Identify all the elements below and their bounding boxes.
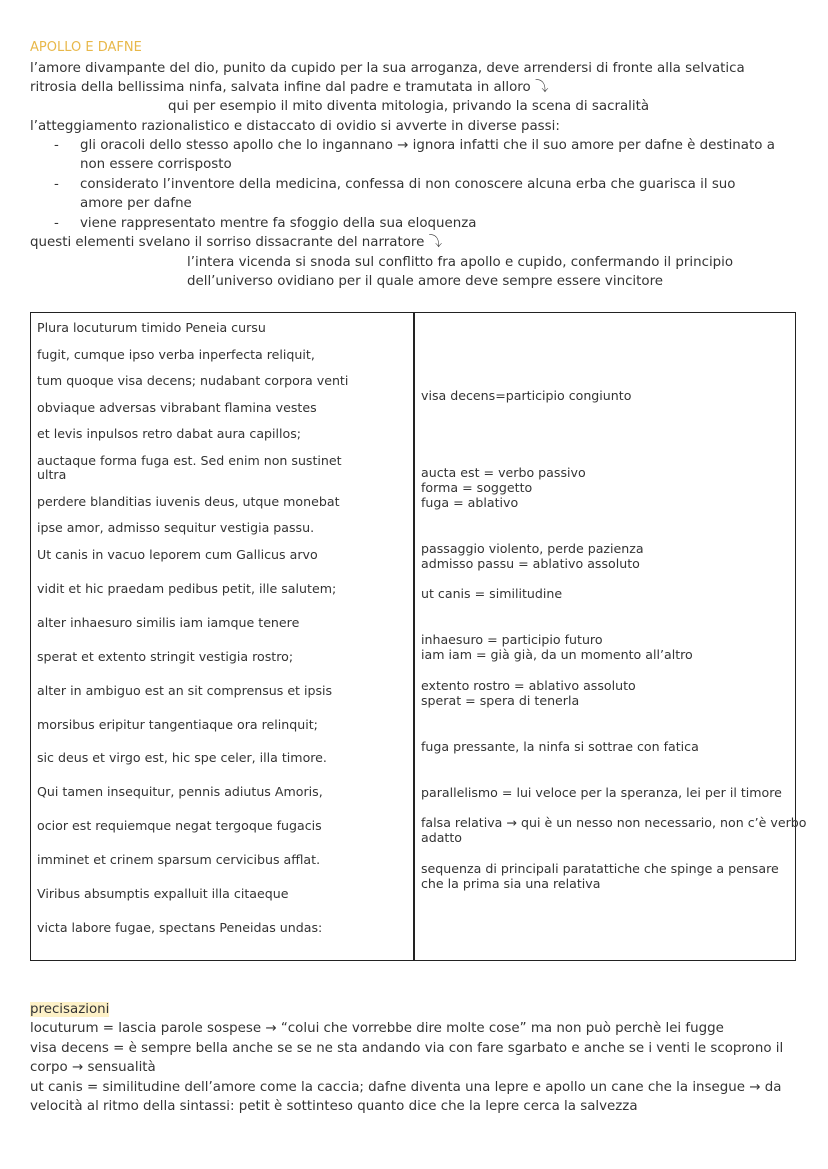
latin-line: fugit, cumque ipso verba inperfecta reliquit, xyxy=(37,347,315,362)
precisazioni-line-5: velocità al ritmo della sintassi: petit è sottinteso quanto dice che la lepre cerca la salvezza xyxy=(30,1099,638,1114)
annotation-line: forma = soggetto xyxy=(421,480,533,495)
document-title: APOLLO E DAFNE xyxy=(30,40,142,55)
latin-line: ultra xyxy=(37,467,67,482)
latin-line: alter inhaesuro similis iam iamque tenere xyxy=(37,615,300,630)
annotation-line: ut canis = similitudine xyxy=(421,586,563,601)
bullet-marker: - xyxy=(54,177,59,192)
intro-line-5: questi elementi svelano il sorriso dissacrante del narratore ⤵ xyxy=(30,235,443,250)
annotation-line: visa decens=participio congiunto xyxy=(421,388,632,403)
latin-line: et levis inpulsos retro dabat aura capillos; xyxy=(37,426,302,441)
annotation-line: iam iam = già già, da un momento all’altro xyxy=(421,647,693,662)
precisazioni-line-2: visa decens = è sempre bella anche se se ne sta andando via con fare sgarbato e anche se i venti le scoprono il xyxy=(30,1041,784,1056)
intro-line-2: ritrosia della bellissima ninfa, salvata infine dal padre e tramutata in alloro ⤵ xyxy=(30,80,549,95)
annotation-line: che la prima sia una relativa xyxy=(421,876,601,891)
bullet-1-line-2: non essere corrisposto xyxy=(80,157,232,172)
intro-line-3: qui per esempio il mito diventa mitologia, privando la scena di sacralità xyxy=(168,99,650,114)
annotation-line: admisso passu = ablativo assoluto xyxy=(421,556,640,571)
intro-line-4: l’atteggiamento razionalistico e distaccato di ovidio si avverte in diverse passi: xyxy=(30,119,560,134)
precisazioni-line-3: corpo → sensualità xyxy=(30,1060,156,1075)
precisazioni-line-4: ut canis = similitudine dell’amore come la caccia; dafne diventa una lepre e apollo un cane che la insegue → da xyxy=(30,1080,782,1095)
latin-line: Qui tamen insequitur, pennis adiutus Amoris, xyxy=(37,784,323,799)
bullet-marker: - xyxy=(54,138,59,153)
bullet-marker: - xyxy=(54,216,59,231)
annotation-line: inhaesuro = participio futuro xyxy=(421,632,603,647)
bullet-3: viene rappresentato mentre fa sfoggio della sua eloquenza xyxy=(80,216,477,231)
annotation-line: aucta est = verbo passivo xyxy=(421,465,586,480)
bullet-1-line-1: gli oracoli dello stesso apollo che lo ingannano → ignora infatti che il suo amore per dafne è destinato a xyxy=(80,138,775,153)
annotation-line: parallelismo = lui veloce per la speranza, lei per il timore xyxy=(421,785,782,800)
latin-line: obviaque adversas vibrabant flamina vestes xyxy=(37,400,317,415)
precisazioni-heading xyxy=(30,1000,109,1020)
latin-line: Ut canis in vacuo leporem cum Gallicus arvo xyxy=(37,547,318,562)
latin-line: ocior est requiemque negat tergoque fugacis xyxy=(37,818,322,833)
annotation-line: falsa relativa → qui è un nesso non necessario, non c’è verbo xyxy=(421,815,807,830)
latin-line: sic deus et virgo est, hic spe celer, illa timore. xyxy=(37,750,327,765)
latin-line: Plura locuturum timido Peneia cursu xyxy=(37,320,266,335)
latin-line: morsibus eripitur tangentiaque ora relinquit; xyxy=(37,717,318,732)
latin-line: imminet et crinem sparsum cervicibus afflat. xyxy=(37,852,321,867)
latin-line: sperat et extento stringit vestigia rostro; xyxy=(37,649,294,664)
annotation-line: sperat = spera di tenerla xyxy=(421,693,580,708)
latin-line: alter in ambiguo est an sit comprensus et ipsis xyxy=(37,683,333,698)
annotation-line: sequenza di principali paratattiche che spinge a pensare xyxy=(421,861,779,876)
intro-line-6: l’intera vicenda si snoda sul conflitto fra apollo e cupido, confermando il principio xyxy=(187,255,734,270)
highlighted-heading: precisazioni xyxy=(30,1002,110,1017)
annotation-line: adatto xyxy=(421,830,463,845)
annotation-line: passaggio violento, perde pazienza xyxy=(421,541,644,556)
latin-line: tum quoque visa decens; nudabant corpora venti xyxy=(37,373,349,388)
annotation-line: fuga = ablativo xyxy=(421,495,519,510)
bullet-2-line-1: considerato l’inventore della medicina, confessa di non conoscere alcuna erba che guarisca il suo xyxy=(80,177,736,192)
latin-line: vidit et hic praedam pedibus petit, ille salutem; xyxy=(37,581,337,596)
annotation-line: fuga pressante, la ninfa si sottrae con fatica xyxy=(421,739,699,754)
latin-line: perdere blanditias iuvenis deus, utque monebat xyxy=(37,494,340,509)
latin-line: victa labore fugae, spectans Peneidas undas: xyxy=(37,920,323,935)
latin-line: ipse amor, admisso sequitur vestigia passu. xyxy=(37,520,315,535)
latin-line: Viribus absumptis expalluit illa citaeque xyxy=(37,886,289,901)
table-divider xyxy=(413,312,415,961)
intro-line-7: dell’universo ovidiano per il quale amore deve sempre essere vincitore xyxy=(187,274,664,289)
latin-line: auctaque forma fuga est. Sed enim non sustinet xyxy=(37,453,342,468)
intro-line-1: l’amore divampante del dio, punito da cupido per la sua arroganza, deve arrendersi di fronte alla selvatica xyxy=(30,61,745,76)
bullet-2-line-2: amore per dafne xyxy=(80,196,192,211)
annotation-line: extento rostro = ablativo assoluto xyxy=(421,678,636,693)
precisazioni-line-1: locuturum = lascia parole sospese → “colui che vorrebbe dire molte cose” ma non può perchè lei fugge xyxy=(30,1021,724,1036)
